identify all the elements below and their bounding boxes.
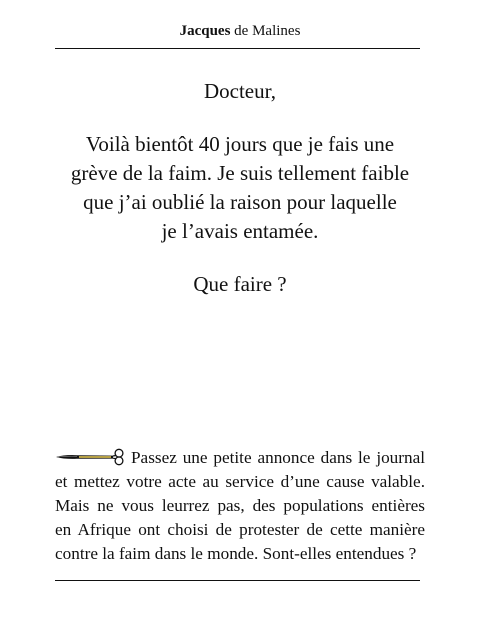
answer-line: contre la faim dans le monde. Sont-elles entendues ? xyxy=(55,544,417,563)
author-first-name: Jacques xyxy=(179,23,231,39)
answer-line: en Afrique ont choisi de protester de cette manière xyxy=(55,520,425,539)
author-rest-name: de Malines xyxy=(234,23,301,39)
scalpel-icon xyxy=(55,448,129,466)
answer-line: Mais ne vous leurrez pas, des populations entières xyxy=(55,496,425,515)
letter-body xyxy=(40,130,440,246)
answer-first-line-text: Passez une petite annonce dans le journal xyxy=(131,448,425,467)
letter-line: grève de la faim. Je suis tellement faible xyxy=(70,161,410,185)
footer-divider xyxy=(55,580,420,581)
answer-line xyxy=(55,446,425,470)
running-header xyxy=(0,22,480,40)
letter-line: Voilà bientôt 40 jours que je fais une xyxy=(85,132,395,156)
question-text: Que faire ? xyxy=(193,272,287,296)
letter-salutation xyxy=(40,77,440,106)
answer-line: et mettez votre acte au service d’une cause valable. xyxy=(55,472,425,491)
doctor-answer xyxy=(55,446,425,566)
letter-question xyxy=(40,270,440,299)
salutation-text: Docteur, xyxy=(203,79,277,103)
letter-line: que j’ai oublié la raison pour laquelle xyxy=(83,190,397,214)
header-divider xyxy=(55,48,420,49)
letter-line: je l’avais entamée. xyxy=(161,219,319,243)
